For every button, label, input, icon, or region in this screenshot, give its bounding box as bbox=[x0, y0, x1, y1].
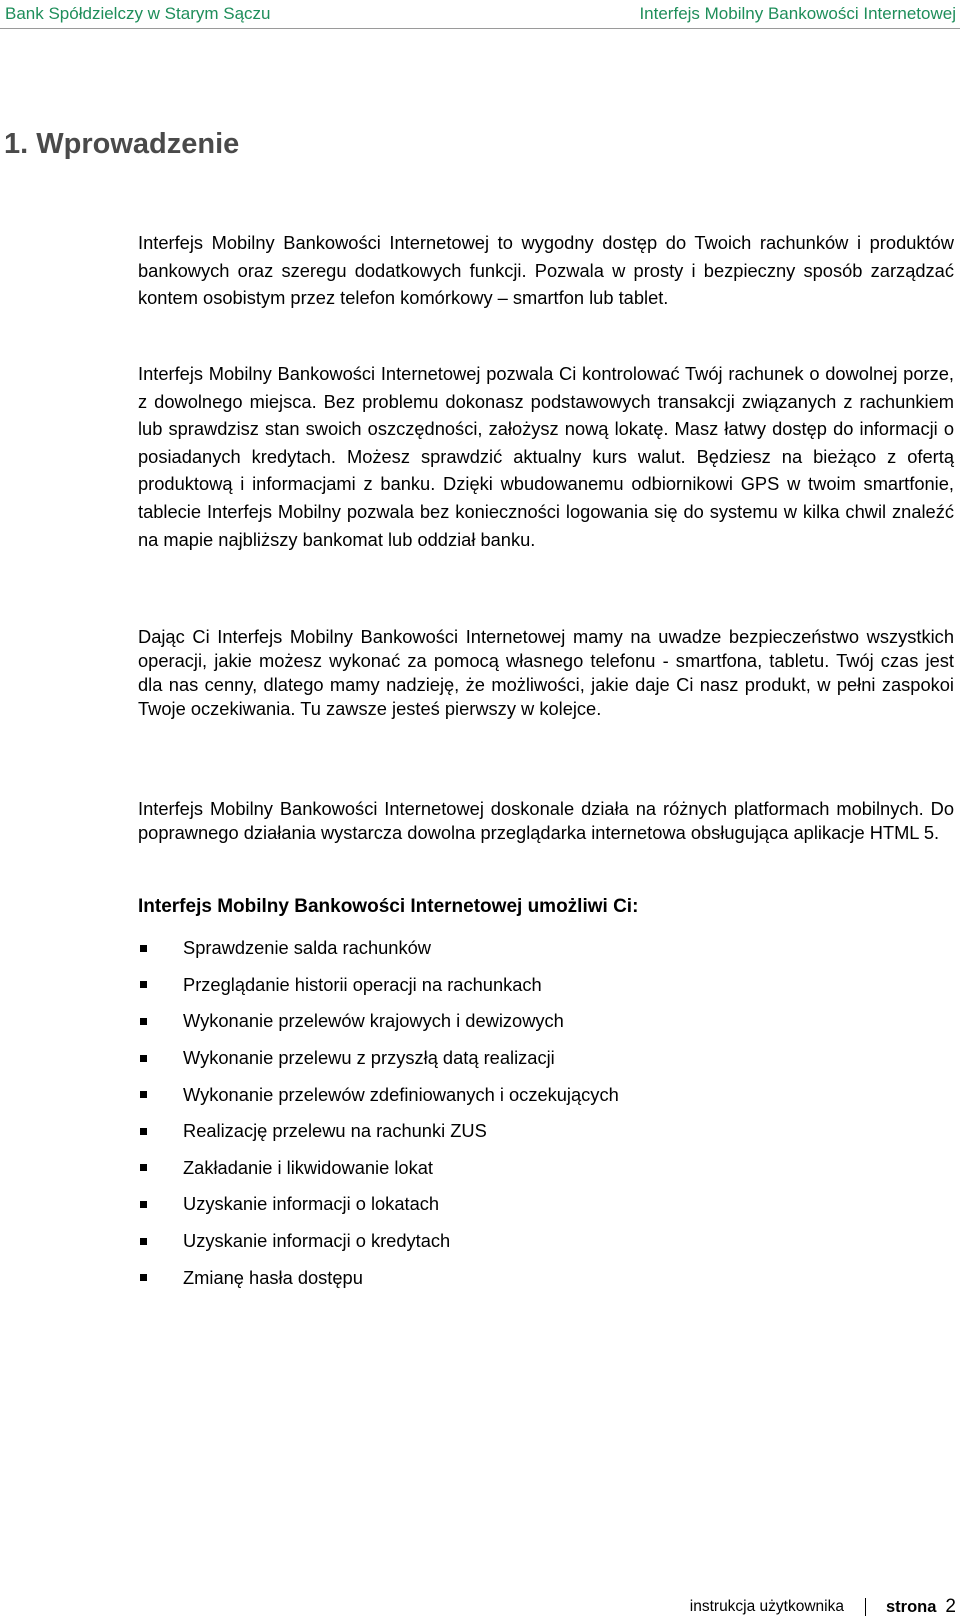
document-title: Interfejs Mobilny Bankowości Internetowej bbox=[639, 4, 956, 23]
section-title: 1. Wprowadzenie bbox=[4, 128, 240, 160]
list-item-label: Sprawdzenie salda rachunków bbox=[183, 937, 431, 959]
list-item bbox=[138, 930, 619, 967]
square-bullet-icon bbox=[140, 1164, 147, 1171]
square-bullet-icon bbox=[140, 1274, 147, 1281]
platforms-paragraph: Interfejs Mobilny Bankowości Internetowej doskonale działa na różnych platformach mobilnych. Do poprawnego działania wystarcza dowolna przeglądarka internetowa obsługująca aplikacje HTML 5. bbox=[138, 798, 954, 843]
list-item-label: Wykonanie przelewów zdefiniowanych i oczekujących bbox=[183, 1083, 619, 1105]
square-bullet-icon bbox=[140, 981, 147, 988]
bank-name: Bank Spółdzielczy w Starym Sączu bbox=[5, 4, 271, 23]
list-item-label: Wykonanie przelewu z przyszłą datą realizacji bbox=[183, 1047, 555, 1069]
features-list bbox=[138, 930, 619, 1296]
list-item bbox=[138, 967, 619, 1004]
list-item bbox=[138, 1150, 619, 1187]
square-bullet-icon bbox=[140, 1055, 147, 1062]
list-item bbox=[138, 1259, 619, 1296]
footer-divider bbox=[865, 1598, 866, 1616]
page-number: 2 bbox=[945, 1596, 956, 1617]
list-item-label: Przeglądanie historii operacji na rachunkach bbox=[183, 973, 542, 995]
list-item-label: Uzyskanie informacji o lokatach bbox=[183, 1193, 440, 1215]
list-item bbox=[138, 1076, 619, 1113]
square-bullet-icon bbox=[140, 1018, 147, 1025]
page-header bbox=[0, 0, 960, 29]
square-bullet-icon bbox=[140, 1201, 147, 1208]
square-bullet-icon bbox=[140, 1128, 147, 1135]
list-item bbox=[138, 1223, 619, 1260]
page-footer bbox=[690, 1596, 956, 1618]
list-item-label: Zmianę hasła dostępu bbox=[183, 1266, 363, 1288]
list-item bbox=[138, 1113, 619, 1150]
footer-document-label: instrukcja użytkownika bbox=[689, 1598, 844, 1615]
list-item bbox=[138, 1003, 619, 1040]
square-bullet-icon bbox=[140, 1091, 147, 1098]
list-item bbox=[138, 1040, 619, 1077]
list-item-label: Wykonanie przelewów krajowych i dewizowych bbox=[183, 1010, 564, 1032]
list-item-label: Realizację przelewu na rachunki ZUS bbox=[183, 1120, 487, 1142]
features-paragraph: Interfejs Mobilny Bankowości Internetowej pozwala Ci kontrolować Twój rachunek o dowolnej porze, z dowolnego miejsca. Bez problemu dokonasz podstawowych transakcji związanych z rachunkiem lub sprawdzisz stan swoich oszczędności, założysz nową lokatę. Masz łatwy dostęp do informacji o posiadanych kredytach. Możesz sprawdzić aktualny kurs walut. Będziesz na bieżąco z ofertą produktową i informacjami z banku. Dzięki wbudowanemu odbiornikowi GPS w twoim smartfonie, tablecie Interfejs Mobilny pozwala bez konieczności logowania się do systemu w kilka chwil znaleźć na mapie najbliższy bankomat lub oddział banku. bbox=[138, 363, 954, 550]
security-paragraph: Dając Ci Interfejs Mobilny Bankowości Internetowej mamy na uwadze bezpieczeństwo wszystkich operacji, jakie możesz wykonać za pomocą własnego telefonu - smartfona, tabletu. Twój czas jest dla nas cenny, dlatego mamy nadzieję, że możliwości, jakie daje Ci nasz produkt, w pełni zaspokoi Twoje oczekiwania. Tu zawsze jesteś pierwszy w kolejce. bbox=[138, 626, 954, 719]
list-item-label: Uzyskanie informacji o kredytach bbox=[183, 1230, 451, 1252]
list-item-label: Zakładanie i likwidowanie lokat bbox=[183, 1156, 433, 1178]
square-bullet-icon bbox=[140, 1238, 147, 1245]
square-bullet-icon bbox=[140, 945, 147, 952]
features-heading: Interfejs Mobilny Bankowości Internetowej umożliwi Ci: bbox=[138, 896, 639, 917]
page-label: strona bbox=[885, 1597, 937, 1616]
intro-paragraph: Interfejs Mobilny Bankowości Internetowej to wygodny dostęp do Twoich rachunków i produktów bankowych oraz szeregu dodatkowych funkcji. Pozwala w prosty i bezpieczny sposób zarządzać kontem osobistym przez telefon komórkowy – smartfon lub tablet. bbox=[138, 232, 954, 309]
list-item bbox=[138, 1186, 619, 1223]
